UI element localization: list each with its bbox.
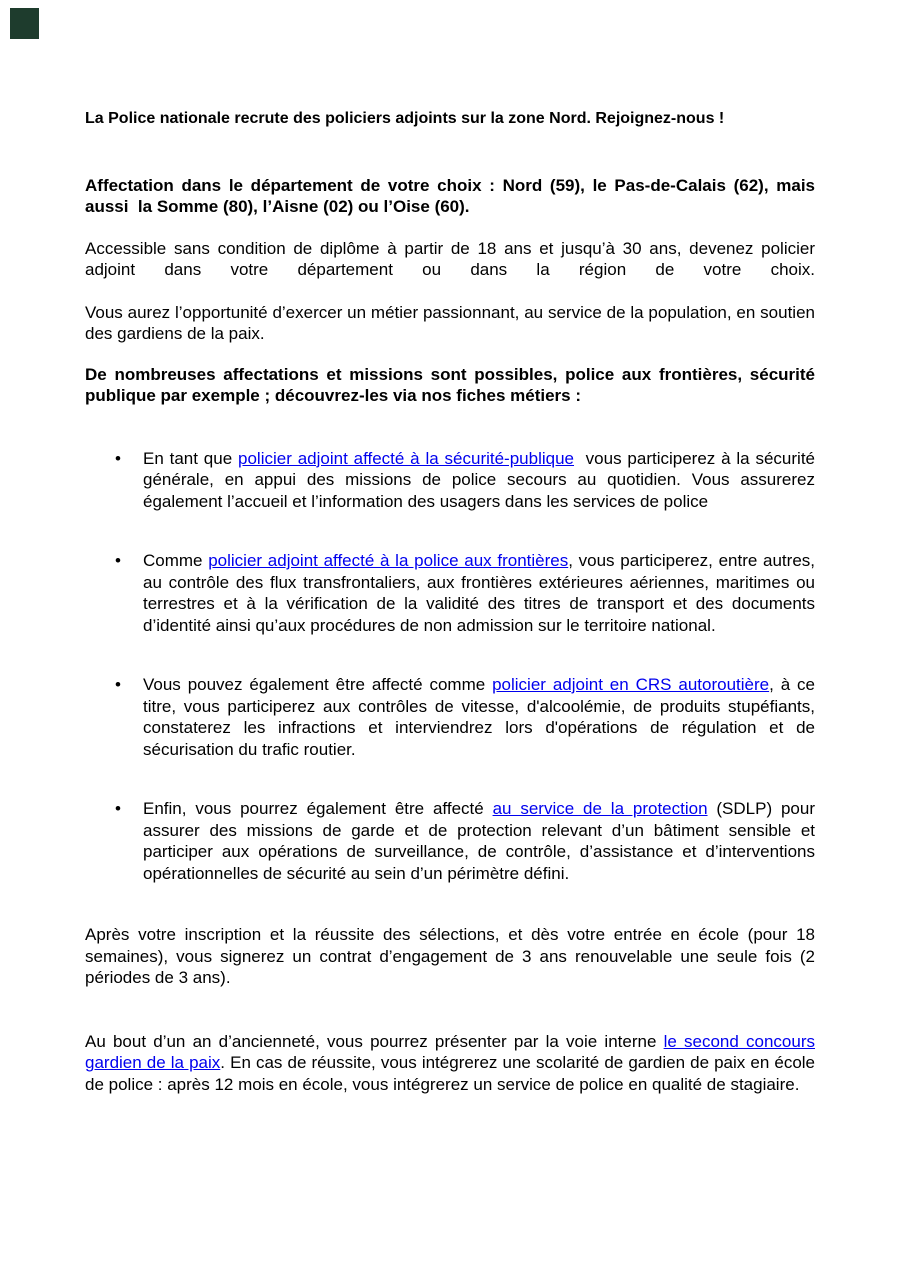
paragraph-affectation [85, 175, 815, 218]
text-run: Au bout d’un an d’ancienneté, vous pourrez présenter par la voie interne [85, 1031, 664, 1051]
inline-link[interactable]: policier adjoint en CRS autoroutière [492, 675, 770, 694]
text-run: Vous pouvez également être affecté comme [143, 675, 493, 694]
text-run: . En cas de réussite, vous intégrerez une scolarité de gardien de paix en école de police : après 12 mois en école, vous intégrerez un service de police en qualité de stagiaire. [85, 1053, 816, 1094]
paragraph-opportunite [85, 302, 815, 345]
list-item-securite-publique [143, 448, 815, 513]
text-run: vous participerez à la sécurité générale, en appui des missions de police secours au quotidien. Vous assurerez également l’accueil et l’information des usagers dans les services de police [143, 448, 815, 511]
inline-link[interactable]: le second concours gardien de la paix [85, 1031, 815, 1072]
text-run: Accessible sans condition de diplôme à partir de 18 ans et jusqu’à 30 ans, devenez policier adjoint dans votre département ou dans la région de votre choix. [85, 238, 815, 279]
list-item-crs-autoroutiere [143, 674, 815, 760]
missions-list [85, 448, 815, 885]
text-run: (SDLP) pour assurer des missions de garde et de protection relevant d’un bâtiment sensible et participer aux opérations de surveillance, de contrôle, d’assistance et d’interventions opérationnelles de sécurité au sein d’un périmètre défini. [143, 799, 815, 883]
text-run: Après votre inscription et la réussite des sélections, et dès votre entrée en école (pour 18 semaines), vous signerez un contrat d’engagement de 3 ans renouvelable une seule fois (2 périodes de 3 ans). [85, 925, 815, 987]
text-run: Affectation dans le département de votre choix : Nord (59), le Pas-de-Calais (62), mais aussi la Somme (80), l’Aisne (02) ou l’Oise (60). [85, 175, 815, 216]
paragraph-missions-intro [85, 364, 815, 407]
page-title: La Police nationale recrute des policiers adjoints sur la zone Nord. Rejoignez-nous ! [85, 110, 725, 127]
inline-link[interactable]: policier adjoint affecté à la sécurité-publique [238, 448, 575, 468]
text-run: , vous participerez, entre autres, au contrôle des flux transfrontaliers, aux frontières extérieures aériennes, maritimes ou terrestres et à la vérification de la validité des titres de transport et des documents d’identité ainsi qu’aux procédures de non admission sur le territoire national. [143, 551, 815, 635]
text-run: , à ce titre, vous participerez aux contrôles de vitesse, d'alcoolémie, de produits stupéfiants, constaterez les infractions et interviendrez lors d'opérations de régulation et de sécurisation du trafic routier. [143, 675, 815, 759]
list-item-service-protection [143, 798, 815, 884]
paragraph-contrat [85, 924, 815, 989]
inline-link[interactable]: policier adjoint affecté à la police aux frontières [208, 551, 569, 570]
document-content [85, 0, 815, 1095]
text-run: En tant que [143, 448, 239, 468]
paragraph-accessible [85, 238, 815, 281]
text-run: Vous aurez l’opportunité d’exercer un métier passionnant, au service de la population, en soutien des gardiens de la paix. [85, 302, 815, 343]
text-run: De nombreuses affectations et missions sont possibles, police aux frontières, sécurité publique par exemple ; découvrez-les via nos fiches métiers : [85, 364, 815, 405]
paragraph-concours-interne [85, 1031, 815, 1096]
list-item-police-frontieres [143, 550, 815, 636]
text-run: Enfin, vous pourrez également être affecté [143, 799, 493, 818]
inline-link[interactable]: au service de la protection [492, 799, 708, 818]
text-run: Comme [143, 551, 209, 570]
corner-accent-square [10, 8, 39, 39]
